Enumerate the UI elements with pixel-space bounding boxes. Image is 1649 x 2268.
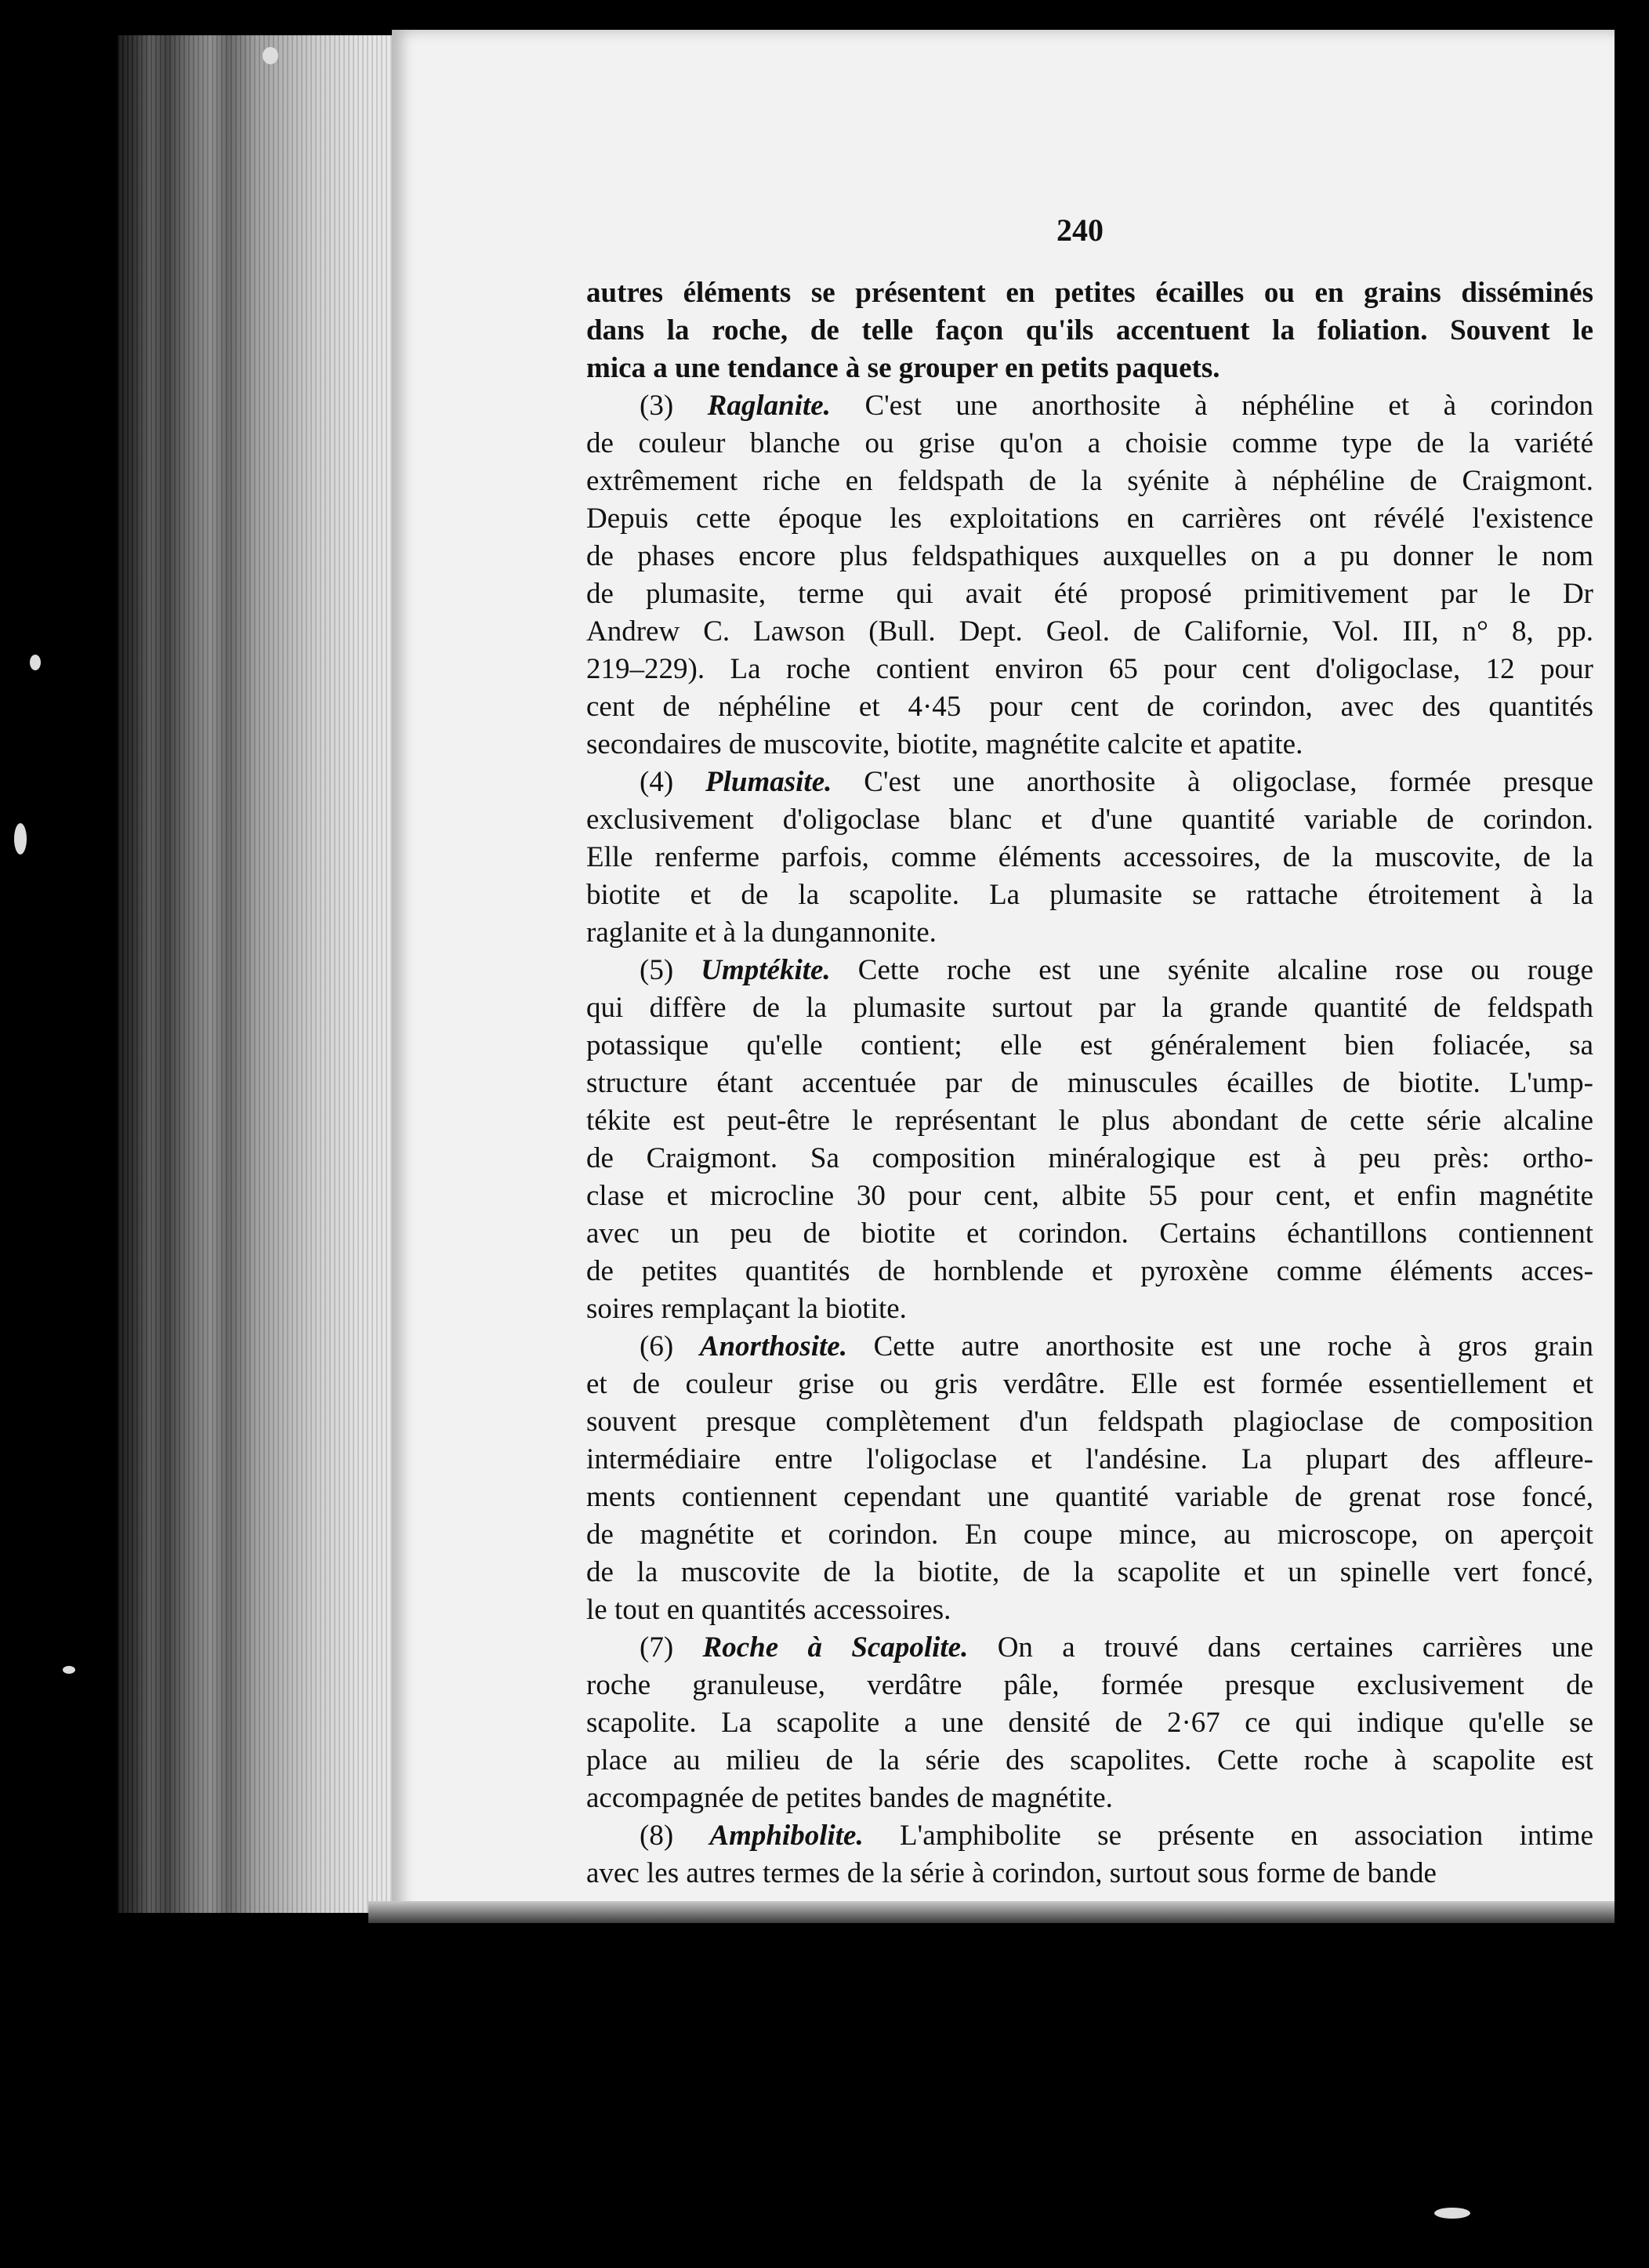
- paragraph: [586, 274, 1593, 387]
- text-line: [586, 1328, 1593, 1366]
- section-heading: Plumasite.: [705, 766, 832, 798]
- section-number: (8): [640, 1820, 674, 1852]
- text-line: scapolite. La scapolite a une densité de 2·67 ce qui indique qu'elle se: [586, 1707, 1593, 1739]
- text-line: accompagnée de petites bandes de magnétite.: [586, 1782, 1113, 1814]
- text-line-content: L'amphibolite se présente en association intime: [899, 1820, 1594, 1852]
- scan-speck: [1434, 2208, 1470, 2219]
- text-line-content: C'est une anorthosite à oligoclase, formée presque: [864, 766, 1594, 798]
- text-line: place au milieu de la série des scapolites. Cette roche à scapolite est: [586, 1744, 1593, 1776]
- text-line: [586, 387, 1593, 425]
- text-line: tékite est peut-être le représentant le plus abondant de cette série alcaline: [586, 1105, 1593, 1137]
- text-line: clase et microcline 30 pour cent, albite 55 pour cent, et enfin magnétite: [586, 1180, 1593, 1212]
- section-heading: Anorthosite.: [699, 1330, 847, 1363]
- text-line: souvent presque complètement d'un feldspath plagioclase de composition: [586, 1406, 1593, 1438]
- section-number: (3): [640, 390, 674, 422]
- text-line: mica a une tendance à se grouper en petits paquets.: [586, 352, 1220, 384]
- text-line: de petites quantités de hornblende et pyroxène comme éléments acces-: [586, 1255, 1593, 1287]
- text-line: [586, 764, 1593, 801]
- section-number: (4): [640, 766, 674, 798]
- section-heading: Raglanite.: [707, 390, 831, 422]
- text-line: Elle renferme parfois, comme éléments accessoires, de la muscovite, de la: [586, 841, 1593, 873]
- text-line: Depuis cette époque les exploitations en carrières ont révélé l'existence: [586, 503, 1593, 535]
- paragraph: [586, 387, 1593, 764]
- text-line: roche granuleuse, verdâtre pâle, formée presque exclusivement de: [586, 1669, 1593, 1701]
- paragraph: [586, 1817, 1593, 1892]
- text-line: avec les autres termes de la série à corindon, surtout sous forme de bande: [586, 1857, 1437, 1889]
- paragraph: [586, 1328, 1593, 1629]
- paragraph: [586, 952, 1593, 1328]
- text-line: ments contiennent cependant une quantité variable de grenat rose foncé,: [586, 1481, 1593, 1513]
- text-line: de Craigmont. Sa composition minéralogique est à peu près: ortho-: [586, 1142, 1593, 1174]
- section-heading: Amphibolite.: [709, 1820, 864, 1852]
- text-line: cent de néphéline et 4·45 pour cent de corindon, avec des quantités: [586, 691, 1593, 723]
- scan-speck: [30, 655, 41, 670]
- scan-speck: [14, 823, 27, 855]
- text-line-content: C'est une anorthosite à néphéline et à corindon: [864, 390, 1594, 422]
- text-line: de phases encore plus feldspathiques auxquelles on a pu donner le nom: [586, 540, 1593, 572]
- text-line: de plumasite, terme qui avait été proposé primitivement par le Dr: [586, 578, 1593, 610]
- text-line: biotite et de la scapolite. La plumasite se rattache étroitement à la: [586, 879, 1593, 911]
- scan-speck: [263, 47, 278, 64]
- text-line: [586, 1629, 1593, 1667]
- book-page-edges: [118, 35, 393, 1913]
- text-line: de magnétite et corindon. En coupe mince, au microscope, on aperçoit: [586, 1519, 1593, 1551]
- text-line: Andrew C. Lawson (Bull. Dept. Geol. de Californie, Vol. III, n° 8, pp.: [586, 615, 1593, 648]
- page-number: 240: [1056, 212, 1104, 248]
- body-text: [586, 274, 1593, 1892]
- scan-speck: [63, 1666, 75, 1674]
- text-line-content: On a trouvé dans certaines carrières une: [997, 1631, 1594, 1664]
- paragraph: [586, 764, 1593, 952]
- text-line: secondaires de muscovite, biotite, magnétite calcite et apatite.: [586, 728, 1303, 760]
- text-line: avec un peu de biotite et corindon. Certains échantillons contiennent: [586, 1217, 1593, 1250]
- text-line: de couleur blanche ou grise qu'on a choisie comme type de la variété: [586, 427, 1593, 459]
- section-heading: Roche à Scapolite.: [702, 1631, 969, 1664]
- text-line-content: Cette autre anorthosite est une roche à gros grain: [873, 1330, 1593, 1363]
- text-line: le tout en quantités accessoires.: [586, 1594, 951, 1626]
- section-number: (6): [640, 1330, 674, 1363]
- text-line: exclusivement d'oligoclase blanc et d'une quantité variable de corindon.: [586, 804, 1593, 836]
- text-line: soires remplaçant la biotite.: [586, 1293, 907, 1325]
- text-line: structure étant accentuée par de minuscules écailles de biotite. L'ump-: [586, 1067, 1593, 1099]
- text-line: raglanite et à la dungannonite.: [586, 916, 937, 949]
- paragraph: [586, 1629, 1593, 1817]
- text-line: intermédiaire entre l'oligoclase et l'andésine. La plupart des affleure-: [586, 1443, 1593, 1475]
- section-number: (7): [640, 1631, 674, 1664]
- text-line: dans la roche, de telle façon qu'ils accentuent la foliation. Souvent le: [586, 314, 1593, 347]
- text-line: de la muscovite de la biotite, de la scapolite et un spinelle vert foncé,: [586, 1556, 1593, 1588]
- text-line: et de couleur grise ou gris verdâtre. Elle est formée essentiellement et: [586, 1368, 1593, 1400]
- section-heading: Umptékite.: [701, 954, 831, 986]
- text-line: [586, 952, 1593, 989]
- text-line: autres éléments se présentent en petites écailles ou en grains disséminés: [586, 277, 1593, 309]
- text-line-content: Cette roche est une syénite alcaline rose ou rouge: [857, 954, 1593, 986]
- text-line: potassique qu'elle contient; elle est généralement bien foliacée, sa: [586, 1029, 1593, 1061]
- text-line: [586, 1817, 1593, 1855]
- text-line: extrêmement riche en feldspath de la syénite à néphéline de Craigmont.: [586, 465, 1593, 497]
- text-line: 219–229). La roche contient environ 65 pour cent d'oligoclase, 12 pour: [586, 653, 1593, 685]
- page-bottom-edge: [368, 1901, 1615, 1923]
- section-number: (5): [640, 954, 674, 986]
- text-line: qui diffère de la plumasite surtout par la grande quantité de feldspath: [586, 992, 1593, 1024]
